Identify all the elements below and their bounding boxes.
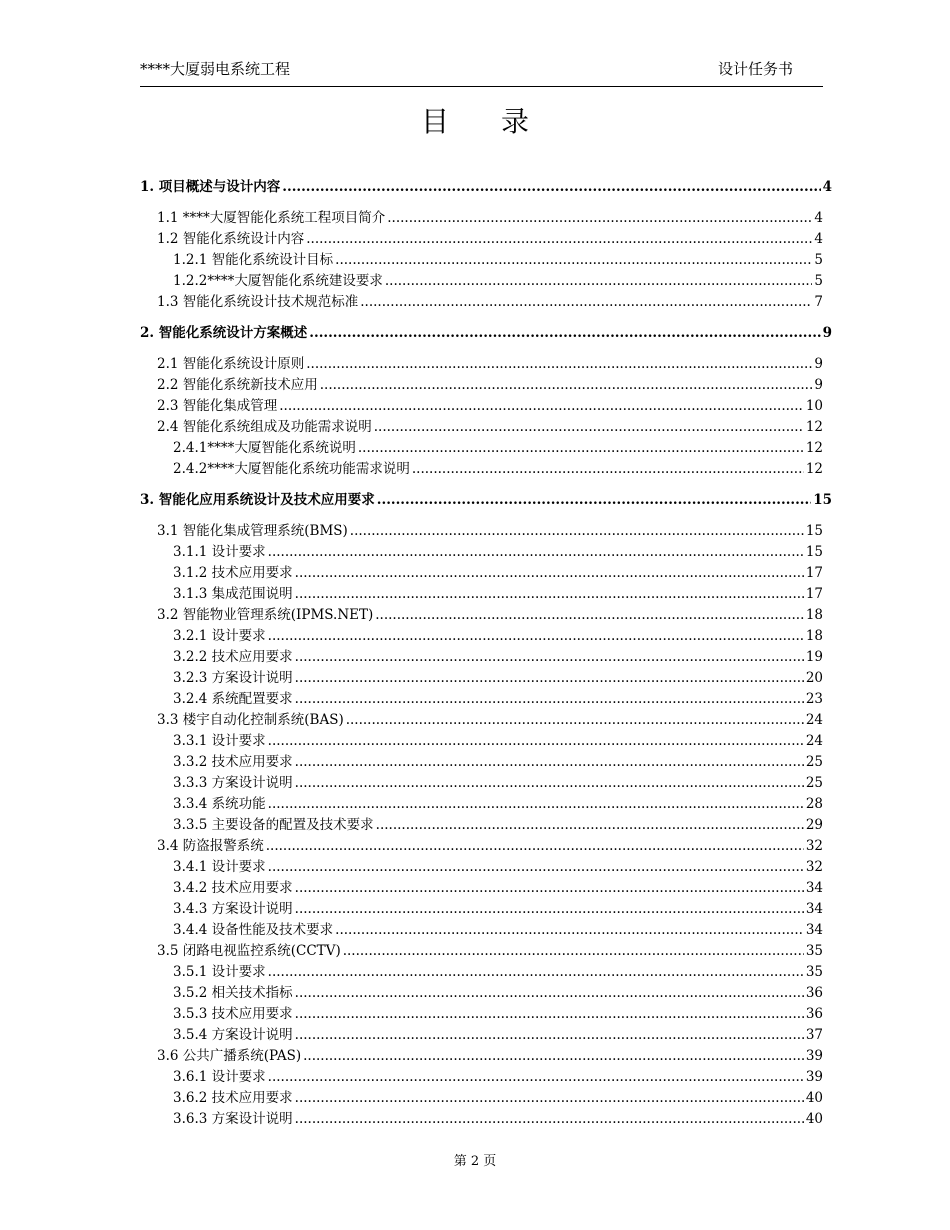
toc-leader-dots	[306, 229, 812, 249]
toc-leader-dots	[282, 177, 820, 197]
toc-leader-dots	[295, 1088, 804, 1108]
toc-entry-page: 19	[805, 649, 823, 665]
toc-entry-page: 17	[805, 565, 823, 581]
toc-leader-dots	[268, 857, 804, 877]
toc-entry[interactable]	[173, 647, 823, 667]
toc-entry-label: 2.1 智能化系统设计原则	[157, 356, 305, 372]
toc-leader-dots	[295, 773, 804, 793]
toc-entry-page: 9	[814, 377, 823, 393]
toc-entry-page: 28	[805, 796, 823, 812]
toc-entry[interactable]	[173, 983, 823, 1003]
toc-entry[interactable]	[173, 857, 823, 877]
toc-leader-dots	[350, 521, 804, 541]
toc-entry-label: 2.2 智能化系统新技术应用	[157, 377, 318, 393]
toc-entry[interactable]	[157, 710, 823, 730]
toc-entry[interactable]	[173, 899, 823, 919]
toc-entry-page: 24	[805, 712, 823, 728]
toc-leader-dots	[375, 605, 804, 625]
page-number: 第 2 页	[453, 1154, 497, 1169]
toc-entry-label: 1.1 ****大厦智能化系统工程项目简介	[157, 210, 386, 226]
toc-leader-dots	[279, 396, 804, 416]
toc-leader-dots	[343, 941, 804, 961]
toc-entry[interactable]	[157, 354, 823, 374]
toc-entry-label: 3.3.2 技术应用要求	[173, 754, 293, 770]
toc-entry[interactable]	[157, 396, 823, 416]
toc-entry-label: 3.5.3 技术应用要求	[173, 1006, 293, 1022]
toc-entry-page: 4	[814, 231, 823, 247]
header-document-type: 设计任务书	[717, 60, 793, 78]
toc-entry-label: 3.3.3 方案设计说明	[173, 775, 293, 791]
toc-entry-label: 3.2 智能物业管理系统(IPMS.NET)	[157, 607, 374, 623]
toc-entry[interactable]	[157, 1046, 823, 1066]
toc-entry-page: 29	[805, 817, 823, 833]
toc-entry-label: 3.2.1 设计要求	[173, 628, 266, 644]
header-project-name: ****大厦弱电系统工程	[140, 60, 291, 78]
toc-entry[interactable]	[157, 208, 823, 228]
toc-entry[interactable]	[173, 815, 823, 835]
toc-entry-label: 3.1.2 技术应用要求	[173, 565, 293, 581]
toc-entry-label: 3.2.3 方案设计说明	[173, 670, 293, 686]
toc-entry-page: 5	[814, 252, 823, 268]
toc-leader-dots	[376, 815, 804, 835]
toc-entry-label: 3.3.4 系统功能	[173, 796, 266, 812]
toc-entry-label: 3.6 公共广播系统(PAS)	[157, 1048, 302, 1064]
toc-entry-label: 3.6.1 设计要求	[173, 1069, 266, 1085]
toc-entry[interactable]	[173, 794, 823, 814]
toc-leader-dots	[295, 878, 804, 898]
toc-leader-dots	[268, 962, 804, 982]
toc-entry[interactable]	[173, 731, 823, 751]
toc-entry[interactable]	[173, 1004, 823, 1024]
toc-entry[interactable]	[173, 1067, 823, 1087]
toc-leader-dots	[295, 647, 804, 667]
toc-entry-label: 1.2.1 智能化系统设计目标	[173, 252, 334, 268]
toc-entry[interactable]	[157, 417, 823, 437]
toc-entry-label: 2.3 智能化集成管理	[157, 398, 278, 414]
toc-entry[interactable]	[173, 438, 823, 458]
toc-entry-page: 15	[805, 523, 823, 539]
toc-leader-dots	[306, 354, 812, 374]
toc-leader-dots	[295, 563, 804, 583]
toc-entry-page: 18	[805, 607, 823, 623]
toc-entry-page: 15	[805, 544, 823, 560]
toc-entry-page: 35	[805, 943, 823, 959]
toc-entry[interactable]	[157, 521, 823, 541]
toc-leader-dots	[295, 899, 804, 919]
toc-entry-page: 34	[805, 880, 823, 896]
toc-entry-page: 4	[822, 179, 832, 195]
toc-leader-dots	[320, 375, 813, 395]
toc-entry[interactable]	[173, 250, 823, 270]
toc-entry-label: 1.2 智能化系统设计内容	[157, 231, 305, 247]
toc-entry-label: 2.4.1****大厦智能化系统说明	[173, 440, 356, 456]
toc-entry-page: 9	[822, 325, 832, 341]
toc-entry[interactable]	[157, 229, 823, 249]
toc-entry[interactable]	[140, 177, 832, 197]
toc-entry-label: 2. 智能化系统设计方案概述	[140, 325, 308, 341]
toc-leader-dots	[268, 542, 804, 562]
toc-entry-page: 40	[805, 1090, 823, 1106]
toc-leader-dots	[303, 1046, 804, 1066]
toc-entry[interactable]	[173, 1088, 823, 1108]
toc-entry-label: 3.5.4 方案设计说明	[173, 1027, 293, 1043]
toc-entry-page: 39	[805, 1048, 823, 1064]
toc-entry-page: 32	[805, 838, 823, 854]
toc-entry-page: 36	[805, 985, 823, 1001]
toc-leader-dots	[268, 1067, 804, 1087]
toc-entry-label: 3.2.2 技术应用要求	[173, 649, 293, 665]
toc-entry[interactable]	[157, 605, 823, 625]
toc-entry-label: 3.3 楼宇自动化控制系统(BAS)	[157, 712, 344, 728]
toc-entry-page: 25	[805, 754, 823, 770]
toc-entry-page: 40	[805, 1111, 823, 1127]
toc-entry[interactable]	[157, 836, 823, 856]
toc-leader-dots	[268, 731, 804, 751]
toc-leader-dots	[295, 983, 804, 1003]
toc-entry[interactable]	[173, 752, 823, 772]
toc-leader-dots	[295, 1109, 804, 1129]
toc-leader-dots	[295, 1025, 804, 1045]
title-char-2: 录	[501, 105, 530, 138]
toc-entry-page: 5	[814, 273, 823, 289]
toc-leader-dots	[335, 920, 804, 940]
toc-entry-page: 20	[805, 670, 823, 686]
toc-entry-page: 25	[805, 775, 823, 791]
toc-entry-label: 1. 项目概述与设计内容	[140, 179, 281, 195]
toc-leader-dots	[309, 323, 820, 343]
toc-entry-label: 3.6.2 技术应用要求	[173, 1090, 293, 1106]
toc-entry[interactable]	[173, 584, 823, 604]
toc-entry-page: 7	[814, 294, 823, 310]
toc-entry-label: 1.3 智能化系统设计技术规范标准	[157, 294, 359, 310]
toc-entry[interactable]	[173, 878, 823, 898]
toc-entry[interactable]	[140, 323, 832, 343]
toc-entry-label: 3. 智能化应用系统设计及技术应用要求	[140, 492, 375, 508]
toc-entry-label: 3.1.1 设计要求	[173, 544, 266, 560]
toc-entry-label: 1.2.2****大厦智能化系统建设要求	[173, 273, 383, 289]
toc-entry-page: 17	[805, 586, 823, 602]
toc-entry-label: 2.4.2****大厦智能化系统功能需求说明	[173, 461, 410, 477]
toc-leader-dots	[374, 417, 804, 437]
toc-entry-page: 35	[805, 964, 823, 980]
toc-leader-dots	[268, 794, 804, 814]
toc-entry[interactable]	[140, 490, 832, 510]
toc-entry-page: 9	[814, 356, 823, 372]
toc-entry-page: 4	[814, 210, 823, 226]
toc-entry[interactable]	[173, 668, 823, 688]
toc-leader-dots	[295, 689, 804, 709]
toc-entry-page: 32	[805, 859, 823, 875]
toc-entry[interactable]	[173, 563, 823, 583]
toc-entry[interactable]	[173, 271, 823, 291]
toc-entry-label: 3.1 智能化集成管理系统(BMS)	[157, 523, 348, 539]
toc-entry-page: 23	[805, 691, 823, 707]
toc-entry-page: 12	[805, 419, 823, 435]
toc-entry-label: 3.5.1 设计要求	[173, 964, 266, 980]
toc-entry-page: 39	[805, 1069, 823, 1085]
toc-entry-label: 2.4 智能化系统组成及功能需求说明	[157, 419, 372, 435]
toc-entry-label: 3.4 防盗报警系统	[157, 838, 264, 854]
toc-leader-dots	[295, 584, 804, 604]
toc-leader-dots	[385, 271, 813, 291]
toc-entry-label: 3.3.1 设计要求	[173, 733, 266, 749]
toc-leader-dots	[346, 710, 804, 730]
toc-leader-dots	[387, 208, 812, 228]
toc-leader-dots	[268, 626, 804, 646]
toc-entry[interactable]	[157, 292, 823, 312]
toc-entry-label: 3.4.4 设备性能及技术要求	[173, 922, 334, 938]
toc-entry-label: 3.3.5 主要设备的配置及技术要求	[173, 817, 374, 833]
toc-entry[interactable]	[157, 375, 823, 395]
toc-entry[interactable]	[173, 1025, 823, 1045]
toc-entry-page: 12	[805, 461, 823, 477]
toc-leader-dots	[295, 668, 804, 688]
toc-entry-page: 37	[805, 1027, 823, 1043]
toc-entry-label: 3.4.1 设计要求	[173, 859, 266, 875]
toc-entry-label: 3.5.2 相关技术指标	[173, 985, 293, 1001]
toc-entry-page: 18	[805, 628, 823, 644]
toc-entry-label: 3.4.2 技术应用要求	[173, 880, 293, 896]
toc-entry[interactable]	[173, 1109, 823, 1129]
toc-entry-label: 3.4.3 方案设计说明	[173, 901, 293, 917]
toc-entry[interactable]	[173, 962, 823, 982]
toc-entry[interactable]	[173, 459, 823, 479]
toc-entry-page: 34	[805, 901, 823, 917]
toc-entry-page: 36	[805, 1006, 823, 1022]
toc-entry-label: 3.5 闭路电视监控系统(CCTV)	[157, 943, 341, 959]
toc-entry[interactable]	[173, 773, 823, 793]
toc-entry[interactable]	[173, 689, 823, 709]
toc-entry-label: 3.6.3 方案设计说明	[173, 1111, 293, 1127]
toc-entry-page: 10	[805, 398, 823, 414]
toc-leader-dots	[358, 438, 804, 458]
toc-entry[interactable]	[173, 542, 823, 562]
toc-leader-dots	[295, 1004, 804, 1024]
toc-leader-dots	[412, 459, 804, 479]
toc-entry-page: 34	[805, 922, 823, 938]
toc-entry-page: 24	[805, 733, 823, 749]
toc-entry[interactable]	[157, 941, 823, 961]
toc-leader-dots	[360, 292, 812, 312]
toc-leader-dots	[335, 250, 812, 270]
toc-leader-dots	[295, 752, 804, 772]
toc-entry-page: 12	[805, 440, 823, 456]
toc-entry-page: 15	[813, 492, 832, 508]
toc-leader-dots	[377, 490, 811, 510]
toc-entry[interactable]	[173, 920, 823, 940]
title-char-1: 目	[420, 105, 449, 138]
toc-leader-dots	[266, 836, 804, 856]
toc-entry-label: 3.2.4 系统配置要求	[173, 691, 293, 707]
toc-entry[interactable]	[173, 626, 823, 646]
toc-entry-label: 3.1.3 集成范围说明	[173, 586, 293, 602]
